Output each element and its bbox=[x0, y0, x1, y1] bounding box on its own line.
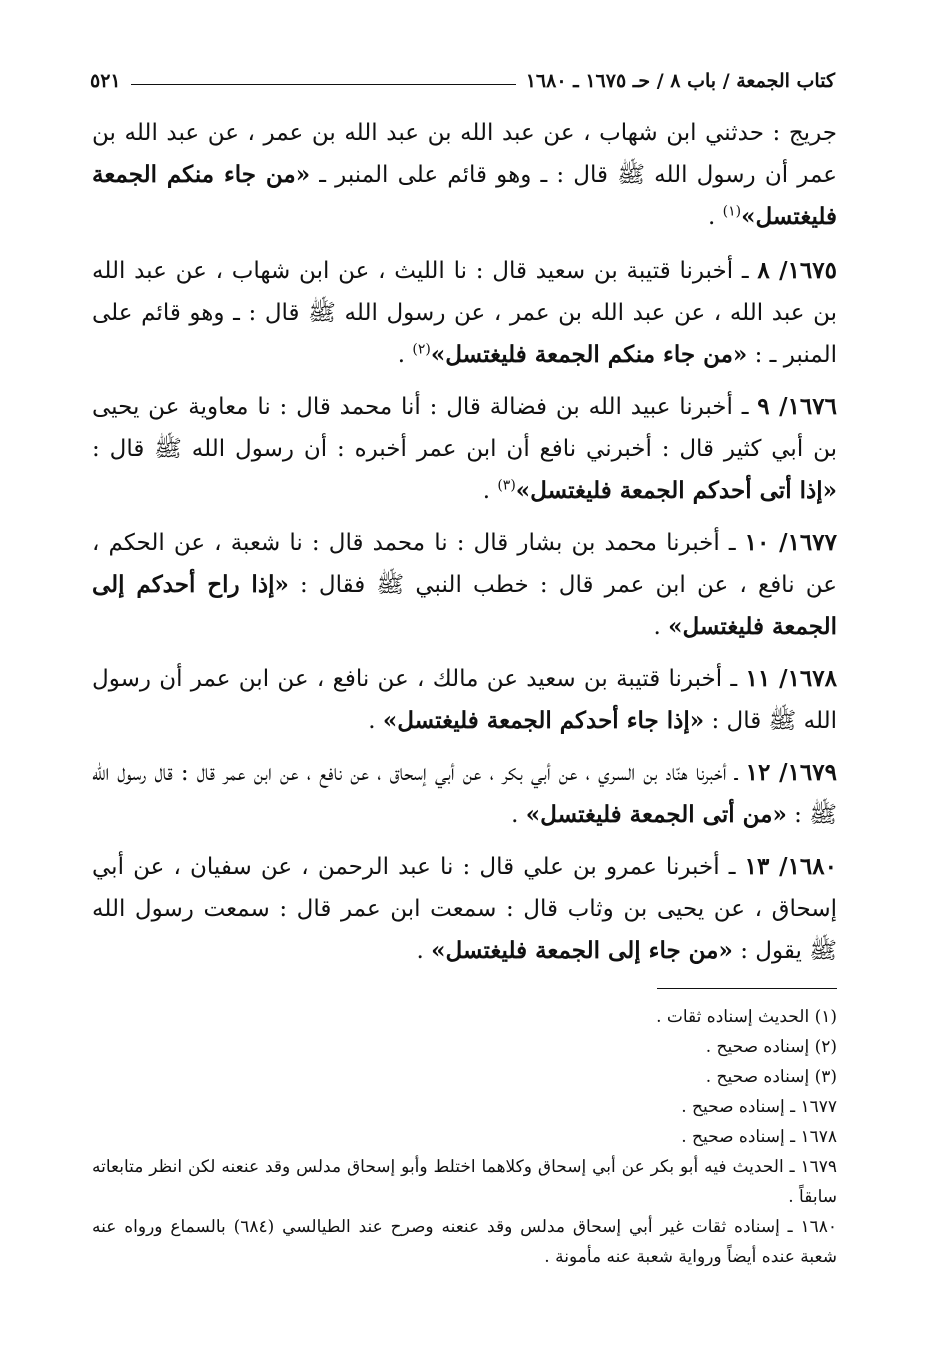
footnote-text: الحديث إسناده ثقات . bbox=[656, 1007, 815, 1027]
hadith-quote: «إذا جاء أحدكم الجمعة فليغتسل» bbox=[382, 707, 705, 734]
hadith-paragraph bbox=[92, 752, 837, 836]
footnote bbox=[92, 1032, 837, 1062]
footnote-label: (١) bbox=[814, 1007, 837, 1027]
footnote-separator bbox=[657, 988, 837, 989]
page-number: ٥٢١ bbox=[90, 70, 121, 92]
hadith-paragraph bbox=[92, 250, 837, 376]
hadith-quote: «إذا راح أحدكم إلى الجمعة فليغتسل» bbox=[92, 571, 837, 640]
footnote bbox=[92, 1002, 837, 1032]
header-rule bbox=[131, 84, 516, 85]
footnote-label: (٢) bbox=[814, 1037, 837, 1057]
hadith-text: ـ أخبرنا قتيبة بن سعيد عن مالك ، عن نافع ، عن ابن عمر أن رسول الله ﷺ قال : bbox=[92, 666, 837, 734]
footnote-label: ١٦٧٧ bbox=[800, 1097, 837, 1117]
continuation-paragraph bbox=[92, 112, 837, 238]
hadith-text: ـ أخبرنا محمد بن بشار قال : نا محمد قال : نا شعبة ، عن الحكم ، عن نافع ، عن ابن عمر قال : خطب النبي ﷺ فقال : bbox=[92, 530, 837, 598]
footnote-text: ـ الحديث فيه أبو بكر عن أبي إسحاق وكلاهما اختلط وأبو إسحاق مدلس وقد عنعنه لكن انظر متابعاته سابقاً . bbox=[92, 1157, 837, 1207]
hadith-text: ـ أخبرنا عمرو بن علي قال : نا عبد الرحمن ، عن سفيان ، عن أبي إسحاق ، عن يحيى بن وثاب قال : سمعت ابن عمر قال : سمعت رسول الله ﷺ يقول : bbox=[92, 854, 837, 964]
hadith-quote: «إذا أتى أحدكم الجمعة فليغتسل» bbox=[515, 477, 837, 504]
continuation-text: جريج : حدثني ابن شهاب ، عن عبد الله بن عبد الله بن عمر ، عن عبد الله بن عمر أن رسول الله ﷺ قال : ـ وهو قائم على المنبر ـ bbox=[92, 120, 837, 188]
footnote-ref: (٣) bbox=[497, 477, 516, 494]
footnote-label: ١٦٨٠ bbox=[800, 1217, 837, 1237]
footnotes bbox=[92, 1002, 837, 1272]
hadith-quote: «من أتى الجمعة فليغتسل» bbox=[525, 801, 787, 828]
hadith-paragraph bbox=[92, 522, 837, 648]
hadith-number: ١٦٧٩/ ١٢ bbox=[745, 759, 837, 786]
hadith-quote: «من جاء منكم الجمعة فليغتسل» bbox=[92, 161, 837, 230]
hadith-paragraph bbox=[92, 386, 837, 512]
paragraph-tail: . bbox=[482, 478, 498, 504]
hadith-number: ١٦٧٨/ ١١ bbox=[745, 665, 837, 692]
main-text bbox=[92, 112, 837, 982]
footnote-label: (٣) bbox=[814, 1067, 837, 1087]
hadith-number: ١٦٧٧/ ١٠ bbox=[744, 529, 837, 556]
hadith-paragraph bbox=[92, 658, 837, 742]
hadith-text: ـ أخبرنا هنّاد بن السري ، عن أبي بكر ، عن أبي إسحاق ، عن نافع ، عن ابن عمر قال : قال رسول الله ﷺ : bbox=[92, 760, 837, 828]
paragraph-tail: . bbox=[416, 938, 432, 964]
footnote-label: ١٦٧٩ bbox=[800, 1157, 837, 1177]
footnote bbox=[92, 1212, 837, 1272]
footnote-ref: (٢) bbox=[412, 341, 431, 358]
footnote-text: ـ إسناده صحيح . bbox=[681, 1097, 801, 1117]
footnote-text: إسناده صحيح . bbox=[705, 1037, 815, 1057]
hadith-number: ١٦٧٦/ ٩ bbox=[757, 393, 837, 420]
paragraph-tail: . bbox=[653, 614, 669, 640]
footnote bbox=[92, 1122, 837, 1152]
footnote bbox=[92, 1062, 837, 1092]
hadith-number: ١٦٧٥/ ٨ bbox=[757, 257, 837, 284]
footnote-text: إسناده صحيح . bbox=[705, 1067, 815, 1087]
footnote-text: ـ إسناده صحيح . bbox=[681, 1127, 801, 1147]
hadith-text: ـ أخبرنا قتيبة بن سعيد قال : نا الليث ، عن ابن شهاب ، عن عبد الله بن عبد الله ، عن عبد الله بن عمر ، عن رسول الله ﷺ قال : ـ وهو قائم على المنبر ـ : bbox=[92, 258, 837, 368]
paragraph-tail: . bbox=[708, 204, 723, 230]
footnote-label: ١٦٧٨ bbox=[800, 1127, 837, 1147]
hadith-quote: «من جاء منكم الجمعة فليغتسل» bbox=[430, 341, 748, 368]
hadith-number: ١٦٨٠/ ١٣ bbox=[744, 853, 837, 880]
paragraph-tail: . bbox=[368, 708, 383, 734]
hadith-paragraph bbox=[92, 846, 837, 972]
footnote bbox=[92, 1092, 837, 1122]
header-title: كتاب الجمعة / باب ٨ / حـ ١٦٧٥ ـ ١٦٨٠ bbox=[525, 70, 835, 92]
footnote-ref: (١) bbox=[722, 203, 742, 220]
footnote-text: ـ إسناده ثقات غير أبي إسحاق مدلس وقد عنعنه وصرح عند الطيالسي (٦٨٤) بالسماع ورواه عنه شعبة عنده أيضاً ورواية شعبة عنه مأمونة . bbox=[92, 1217, 837, 1267]
hadith-quote: «من جاء إلى الجمعة فليغتسل» bbox=[431, 937, 733, 964]
paragraph-tail: . bbox=[511, 802, 526, 828]
running-header bbox=[90, 60, 835, 92]
hadith-text: ـ أخبرنا عبيد الله بن فضالة قال : أنا محمد قال : نا معاوية عن يحيى بن أبي كثير قال : أخبرني نافع أن ابن عمر أخبره : أن رسول الله ﷺ قال : bbox=[92, 394, 837, 462]
footnote bbox=[92, 1152, 837, 1212]
paragraph-tail: . bbox=[397, 342, 413, 368]
